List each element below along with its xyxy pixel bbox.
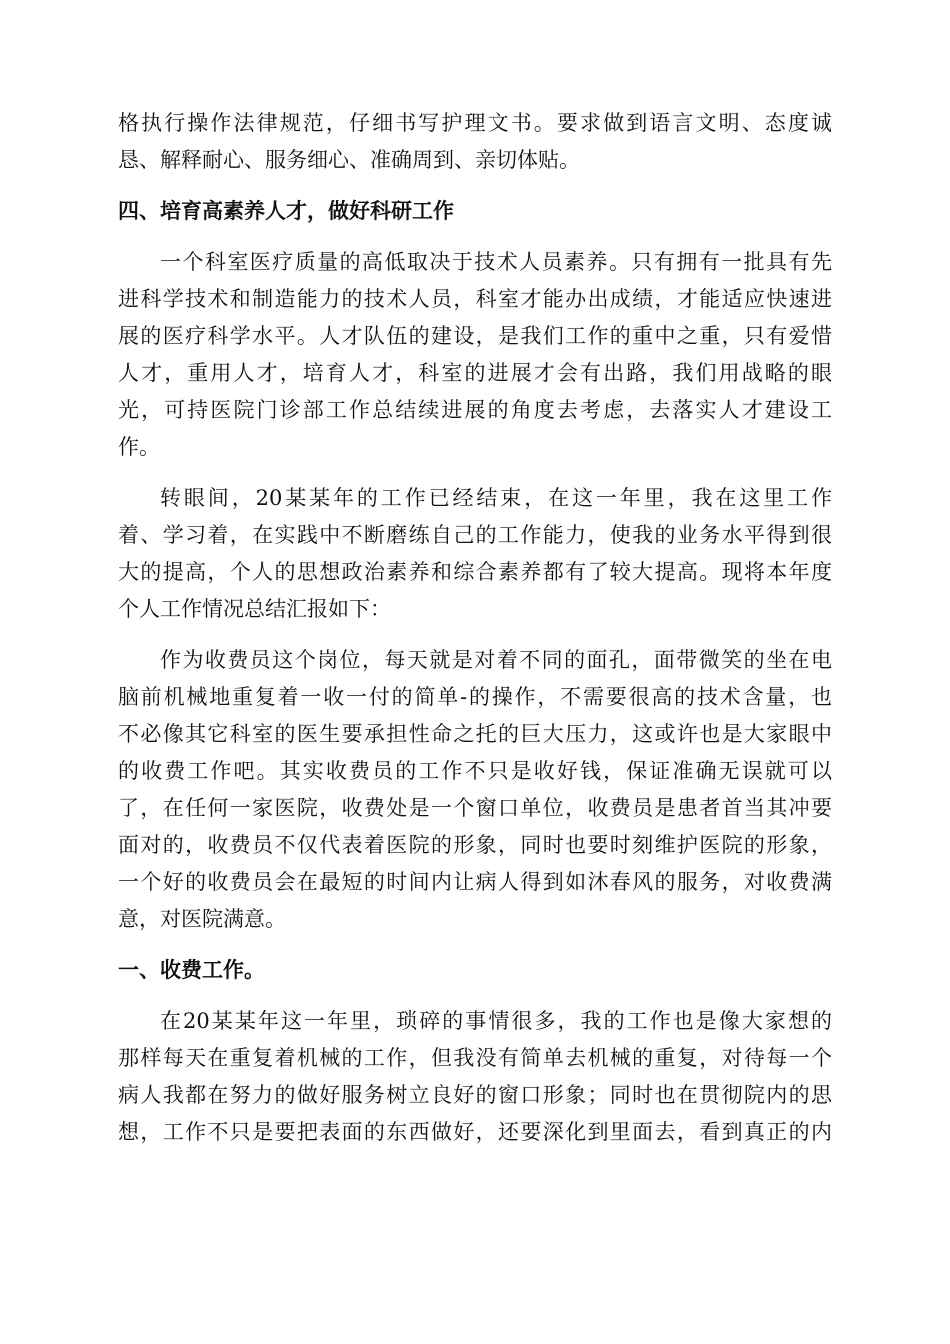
text-line: 一个好的收费员会在最短的时间内让病人得到如沐春风的服务，对收费满 [118, 870, 832, 894]
text-line: 了，在任何一家医院，收费处是一个窗口单位，收费员是患者首当其冲要 [118, 796, 832, 820]
paragraph [118, 244, 832, 466]
section-heading: 一、收费工作。 [118, 958, 265, 982]
text-line: 不必像其它科室的医生要承担性命之托的巨大压力，这或许也是大家眼中 [118, 722, 832, 746]
text-line: 展的医疗科学水平。人才队伍的建设，是我们工作的重中之重，只有爱惜 [118, 324, 832, 348]
text-line: 转眼间，20某某年的工作已经结束，在这一年里，我在这里工作 [160, 486, 832, 510]
text-line: 着、学习着，在实践中不断磨练自己的工作能力，使我的业务水平得到很 [118, 523, 832, 547]
text-line: 意，对医院满意。 [118, 907, 286, 931]
text-line: 面对的，收费员不仅代表着医院的形象，同时也要时刻维护医院的形象， [118, 833, 832, 857]
text-line: 进科学技术和制造能力的技术人员，科室才能办出成绩，才能适应快速进 [118, 287, 832, 311]
text-line: 格执行操作法律规范，仔细书写护理文书。要求做到语言文明、态度诚 [118, 111, 832, 135]
text-line: 作为收费员这个岗位，每天就是对着不同的面孔，面带微笑的坐在电 [160, 648, 832, 672]
section-heading: 四、培育高素养人才，做好科研工作 [118, 199, 454, 223]
text-line: 作。 [118, 435, 160, 459]
text-line: 的收费工作吧。其实收费员的工作不只是收好钱，保证准确无误就可以 [118, 759, 832, 783]
text-line: 脑前机械地重复着一收一付的简单-的操作，不需要很高的技术含量，也 [118, 685, 832, 709]
text-line: 那样每天在重复着机械的工作，但我没有简单去机械的重复，对待每一个 [118, 1046, 832, 1070]
text-line: 恳、解释耐心、服务细心、准确周到、亲切体贴。 [118, 148, 580, 172]
text-line: 病人我都在努力的做好服务树立良好的窗口形象；同时也在贯彻院内的思 [118, 1083, 832, 1107]
paragraph [118, 1003, 832, 1151]
text-line: 想，工作不只是要把表面的东西做好，还要深化到里面去，看到真正的内 [118, 1120, 832, 1144]
text-line: 在20某某年这一年里，琐碎的事情很多，我的工作也是像大家想的 [160, 1009, 832, 1033]
text-line: 光，可持医院门诊部工作总结续进展的角度去考虑，去落实人才建设工 [118, 398, 832, 422]
paragraph [118, 480, 832, 628]
text-line: 个人工作情况总结汇报如下： [118, 597, 391, 621]
paragraph [118, 105, 832, 179]
paragraph [118, 642, 832, 938]
text-line: 大的提高，个人的思想政治素养和综合素养都有了较大提高。现将本年度 [118, 560, 832, 584]
text-line: 人才，重用人才，培育人才，科室的进展才会有出路，我们用战略的眼 [118, 361, 832, 385]
text-line: 一个科室医疗质量的高低取决于技术人员素养。只有拥有一批具有先 [160, 250, 832, 274]
